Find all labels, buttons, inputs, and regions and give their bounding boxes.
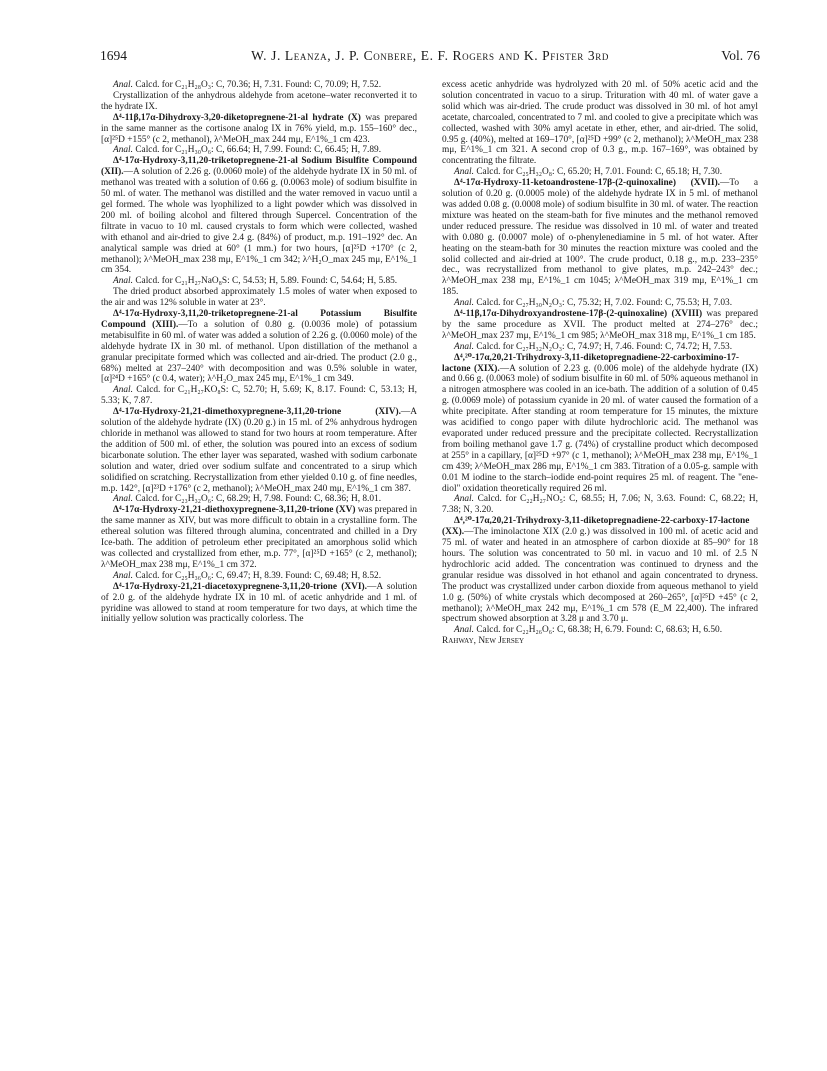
analysis-text: Calcd. for C₂₂H₂₆O₆: C, 68.38; H, 6.79. Found: C, 68.63; H, 6.50. <box>473 625 723 636</box>
right-column <box>442 80 758 647</box>
compound-entry <box>442 309 758 342</box>
analysis-label: Anal. <box>113 494 133 505</box>
compound-procedure: was prepared in the same manner as the cortisone analog IX in 76% yield, m.p. 155–160° dec., [α]²⁵D +155° (c 2, methanol), λ^MeOH_max 244 mμ, E^1%_1 cm 423. <box>101 112 417 145</box>
analysis-text: Calcd. for C₂₁H₂₈O₃: C, 70.36; H, 7.31. Found: C, 70.09; H, 7.52. <box>132 80 382 90</box>
compound-heading: Δ⁴-17α-Hydroxy-21,21-dimethoxypregnene-3,11,20-trione (XIV). <box>113 407 401 418</box>
volume-label: Vol. 76 <box>721 48 760 63</box>
compound-procedure: was prepared in the same manner as XIV, but was more difficult to obtain in a crystalline form. The ethereal solution was filtered through alumina, concentrated and chilled in a Dry Ice-bath. The addition of petroleum ether precipitated an amorphous solid which was collected and crystallized from ether, m.p. 77°, [α]²⁵D +165° (c 2, methanol); λ^MeOH_max 238 mμ, E^1%_1 cm 372. <box>101 505 417 570</box>
analysis-text: Calcd. for C₂₁H₃₀O₆: C, 66.64; H, 7.99. Found: C, 66.45; H, 7.89. <box>132 145 382 156</box>
analysis-label: Anal. <box>113 80 133 90</box>
author-location: Rahway, New Jersey <box>442 636 525 647</box>
analysis-label: Anal. <box>454 625 474 636</box>
compound-heading: Δ⁴-17α-Hydroxy-21,21-diacetoxypregnene-3,11,20-trione (XVI). <box>113 581 367 592</box>
analysis-line <box>442 167 758 178</box>
continued-paragraph: excess acetic anhydride was hydrolyzed with 20 ml. of 50% acetic acid and the solution concentrated in vacuo to a sirup. Trituration with 40 ml. of water gave a solid which was air-dried. The crude product was dissolved in 30 ml. of hot amyl acetate, charcoaled, concentrated to 7 ml. and cooled to give a precipitate which was collected, washed with 30% amyl acetate in ether, ether, and air-dried. The solid, 0.95 g. (40%), melted at 169–170°, [α]²⁵D +99° (c 2, methanol); λ^MeOH_max 238 mμ, E^1%_1 cm 321. A second crop of 0.3 g., m.p. 167–169°, was obtained by concentrating the filtrate. <box>442 80 758 167</box>
compound-entry <box>442 516 758 625</box>
analysis-line <box>101 276 417 287</box>
analysis-label: Anal. <box>454 298 474 309</box>
compound-procedure: —A solution of 2.0 g. of the aldehyde hydrate IX in 10 ml. of acetic anhydride and 1 ml. of pyridine was allowed to stand at room temperature for two days, at which time the initially yellow solution was practically colorless. The <box>101 581 417 625</box>
compound-heading: Δ⁴-17α-Hydroxy-3,11,20-triketopregnene-21-al Sodium Bisulfite Compound (XII). <box>101 156 417 178</box>
compound-procedure: —To a solution of 0.80 g. (0.0036 mole) of potassium metabisulfite in 60 ml. of water was added a solution of 2.26 g. (0.0060 mole) of the aldehyde hydrate IX in 30 ml. of methanol. Upon distillation of the methanol a granular precipitate formed which was collected and air-dried. The product (2.0 g., 68%) melted at 237–240° with decomposition and was 0.5% soluble in water, [α]²⁴D +165° (c 0.4, water); λ^H₂O_max 245 mμ, E^1%_1 cm 349. <box>101 319 417 385</box>
compound-procedure: —The iminolactone XIX (2.0 g.) was dissolved in 100 ml. of acetic acid and 75 ml. of water and heated in an atmosphere of carbon dioxide at 85–90° for 18 hours. The solution was concentrated to 50 ml. in vacuo and 10 ml. of 2.5 N hydrochloric acid added. The concentration was continued to dryness and the granular residue was dissolved in hot ethanol and again concentrated to dryness. The product was crystallized under carbon dioxide from aqueous methanol to yield 1.0 g. (50%) of white crystals which decomposed at 260–265°, [α]²⁵D +45° (c 2, methanol); λ^MeOH_max 242 mμ, E^1%_1 cm 578 (E_M 22,400). The infrared spectrum showed absorption at 3.28 μ and 3.70 μ. <box>442 527 758 625</box>
analysis-line <box>101 571 417 582</box>
compound-entry <box>442 178 758 298</box>
body-paragraph: Crystallization of the anhydrous aldehyde from acetone–water reconverted it to the hydrate IX. <box>101 90 417 112</box>
compound-entry <box>101 309 417 385</box>
compound-procedure: —A solution of the aldehyde hydrate (IX) (0.20 g.) in 15 ml. of 2% anhydrous hydrogen chloride in methanol was allowed to stand for two hours at room temperature. After the addition of 500 ml. of ether, the solution was poured into an excess of sodium bicarbonate solution. The ether layer was separated, washed with sodium carbonate solution and water, dried over sodium sulfate and concentrated to a sirup which solidified on scratching. Recrystallization from ether yielded 0.10 g. of fine needles, m.p. 142°, [α]²³D +176° (c 2, methanol); λ^MeOH_max 240 mμ, E^1%_1 cm 387. <box>101 407 417 494</box>
analysis-label: Anal. <box>454 167 474 178</box>
compound-heading: Δ⁴,²⁰-17α,20,21-Trihydroxy-3,11-diketopregnadiene-22-carboximino-17-lactone (XIX). <box>442 352 739 374</box>
running-head-authors: W. J. Leanza, J. P. Conbere, E. F. Rogers and K. Pfister 3rd <box>251 48 609 63</box>
compound-entry <box>442 353 758 495</box>
analysis-label: Anal. <box>113 570 133 581</box>
compound-heading: Δ⁴-17α-Hydroxy-3,11,20-triketopregnene-21-al Potassium Bisulfite Compound (XIII). <box>101 309 417 330</box>
compound-procedure: was prepared by the same procedure as XVII. The product melted at 274–276° dec.; λ^MeOH_max 237 mμ, E^1%_1 cm 985; λ^MeOH_max 318 mμ, E^1%_1 cm 185. <box>442 309 758 341</box>
running-header <box>100 48 760 66</box>
compound-heading: Δ⁴,²⁰-17α,20,21-Trihydroxy-3,11-diketopregnadiene-22-carboxy-17-lactone (XX). <box>442 516 750 538</box>
analysis-text: Calcd. for C₂₃H₃₂O₆: C, 68.29; H, 7.98. Found: C, 68.36; H, 8.01. <box>132 494 382 505</box>
analysis-text: Calcd. for C₂₅H₃₂O₈: C, 65.20; H, 7.01. Found: C, 65.18; H, 7.30. <box>473 167 723 178</box>
analysis-text: Calcd. for C₂₁H₂₇KO₈S: C, 52.70; H, 5.69; K, 8.17. Found: C, 53.13; H, 5.33; K, 7.87. <box>101 385 417 407</box>
body-paragraph: The dried product absorbed approximately 1.5 moles of water when exposed to the air and was 12% soluble in water at 23°. <box>101 287 417 309</box>
analysis-label: Anal. <box>113 145 133 156</box>
analysis-text: Calcd. for C₂₂H₂₇NO₅: C, 68.55; H, 7.06; N, 3.63. Found: C, 68.22; H, 7.38; N, 3.20. <box>442 494 758 516</box>
compound-procedure: —To a solution of 0.20 g. (0.0005 mole) of the aldehyde hydrate IX in 5 ml. of methanol was added 0.08 g. (0.0008 mole) of sodium bisulfite in 30 ml. of water. The reaction mixture was heated on the steam-bath for five minutes and the methanol removed under reduced pressure. The residue was dissolved in 10 ml. of water and treated with 0.080 g. (0.0007 mole) of o-phenylenediamine in 5 ml. of hot water. After heating on the steam-bath for 30 minutes the reaction mixture was cooled and the solid collected and air-dried at 100°. The crude product, 0.18 g., m.p. 233–235° dec., was recrystallized from methanol to give plates, m.p. 242–243° dec.; λ^MeOH_max 238 mμ, E^1%_1 cm 1045; λ^MeOH_max 319 mμ, E^1%_1 cm 185. <box>442 178 758 298</box>
analysis-line <box>101 145 417 156</box>
analysis-line <box>101 385 417 407</box>
compound-entry <box>101 113 417 146</box>
analysis-label: Anal. <box>454 494 474 505</box>
compound-entry <box>101 505 417 570</box>
compound-entry <box>101 407 417 494</box>
analysis-label: Anal. <box>454 341 474 352</box>
compound-heading: Δ⁴-11β,17α-Dihydroxy-3,20-diketopregnene-21-al hydrate (X) <box>113 112 361 123</box>
analysis-text: Calcd. for C₂₇H₃₂N₂O₃: C, 74.97; H, 7.46. Found: C, 74.72; H, 7.53. <box>473 341 733 352</box>
analysis-line <box>442 298 758 309</box>
analysis-line <box>442 494 758 516</box>
page-number: 1694 <box>100 48 127 63</box>
left-column <box>101 80 417 625</box>
analysis-line <box>442 342 758 353</box>
analysis-text: Calcd. for C₂₅H₃₆O₆: C, 69.47; H, 8.39. Found: C, 69.48; H, 8.52. <box>132 570 382 581</box>
compound-heading: Δ⁴-17α-Hydroxy-21,21-diethoxypregnene-3,11,20-trione (XV) <box>113 505 356 516</box>
compound-entry <box>101 156 417 276</box>
compound-heading: Δ⁴-11β,17α-Dihydroxyandrostene-17β-(2-quinoxaline) (XVIII) <box>454 309 703 320</box>
compound-procedure: —A solution of 2.23 g. (0.006 mole) of the aldehyde hydrate (IX) and 0.66 g. (0.0063 mole) of sodium bisulfite in 60 ml. of 50% aqueous methanol in a nitrogen atmosphere was cooled in an ice-bath. The addition of a solution of 0.45 g. (0.0069 mole) of potassium cyanide in 20 ml. of water caused the formation of a white precipitate. After standing at room temperature for 15 minutes, the mixture was acidified to congo paper with dilute hydrochloric acid. The methanol was evaporated under reduced pressure and the precipitate collected. Recrystallization from boiling methanol gave 1.7 g. (74%) of crystalline product which decomposed at 255° in a capillary, [α]²⁵D +97° (c 1, methanol); λ^MeOH_max 238 mμ, E^1%_1 cm 439; λ^MeOH_max 286 mμ, E^1%_1 cm 383. Titration of a 0.05-g. sample with 0.01 M iodine to the starch–iodide end-point requires 25 ml. of reagent. The "ene-diol" oxidation theoretically required 26 ml. <box>442 363 758 494</box>
compound-heading: Δ⁴-17α-Hydroxy-11-ketoandrostene-17β-(2-quinoxaline) (XVII). <box>454 178 721 189</box>
analysis-line <box>101 494 417 505</box>
analysis-line <box>442 625 758 636</box>
compound-entry <box>101 582 417 626</box>
analysis-label: Anal. <box>113 385 133 396</box>
analysis-text: Calcd. for C₂₁H₂₇NaO₈S: C, 54.53; H, 5.89. Found: C, 54.64; H, 5.85. <box>132 276 398 287</box>
analysis-text: Calcd. for C₂₇H₃₀N₂O₃: C, 75.32; H, 7.02. Found: C, 75.53; H, 7.03. <box>473 298 733 309</box>
compound-procedure: —A solution of 2.26 g. (0.0060 mole) of the aldehyde hydrate IX in 50 ml. of methanol was treated with a solution of 0.66 g. (0.0063 mole) of sodium bisulfite in 50 ml. of water. The methanol was distilled and the water removed in vacuo until a gel formed. The whole was lyophilized to a light powder which was dissolved in 200 ml. of boiling alcohol and filtered through Supercel. Concentration of the filtrate in vacuo to 10 ml. caused crystals to form which were collected, washed with ethanol and air-dried to give 2.4 g. (84%) of product, m.p. 191–192° dec. An analytical sample was dried at 60° (1 mm.) for two hours, [α]²⁵D +170° (c 2, methanol); λ^MeOH_max 238 mμ, E^1%_1 cm 342; λ^H₂O_max 245 mμ, E^1%_1 cm 354. <box>101 167 417 276</box>
analysis-label: Anal. <box>113 276 133 287</box>
analysis-line <box>101 80 417 91</box>
